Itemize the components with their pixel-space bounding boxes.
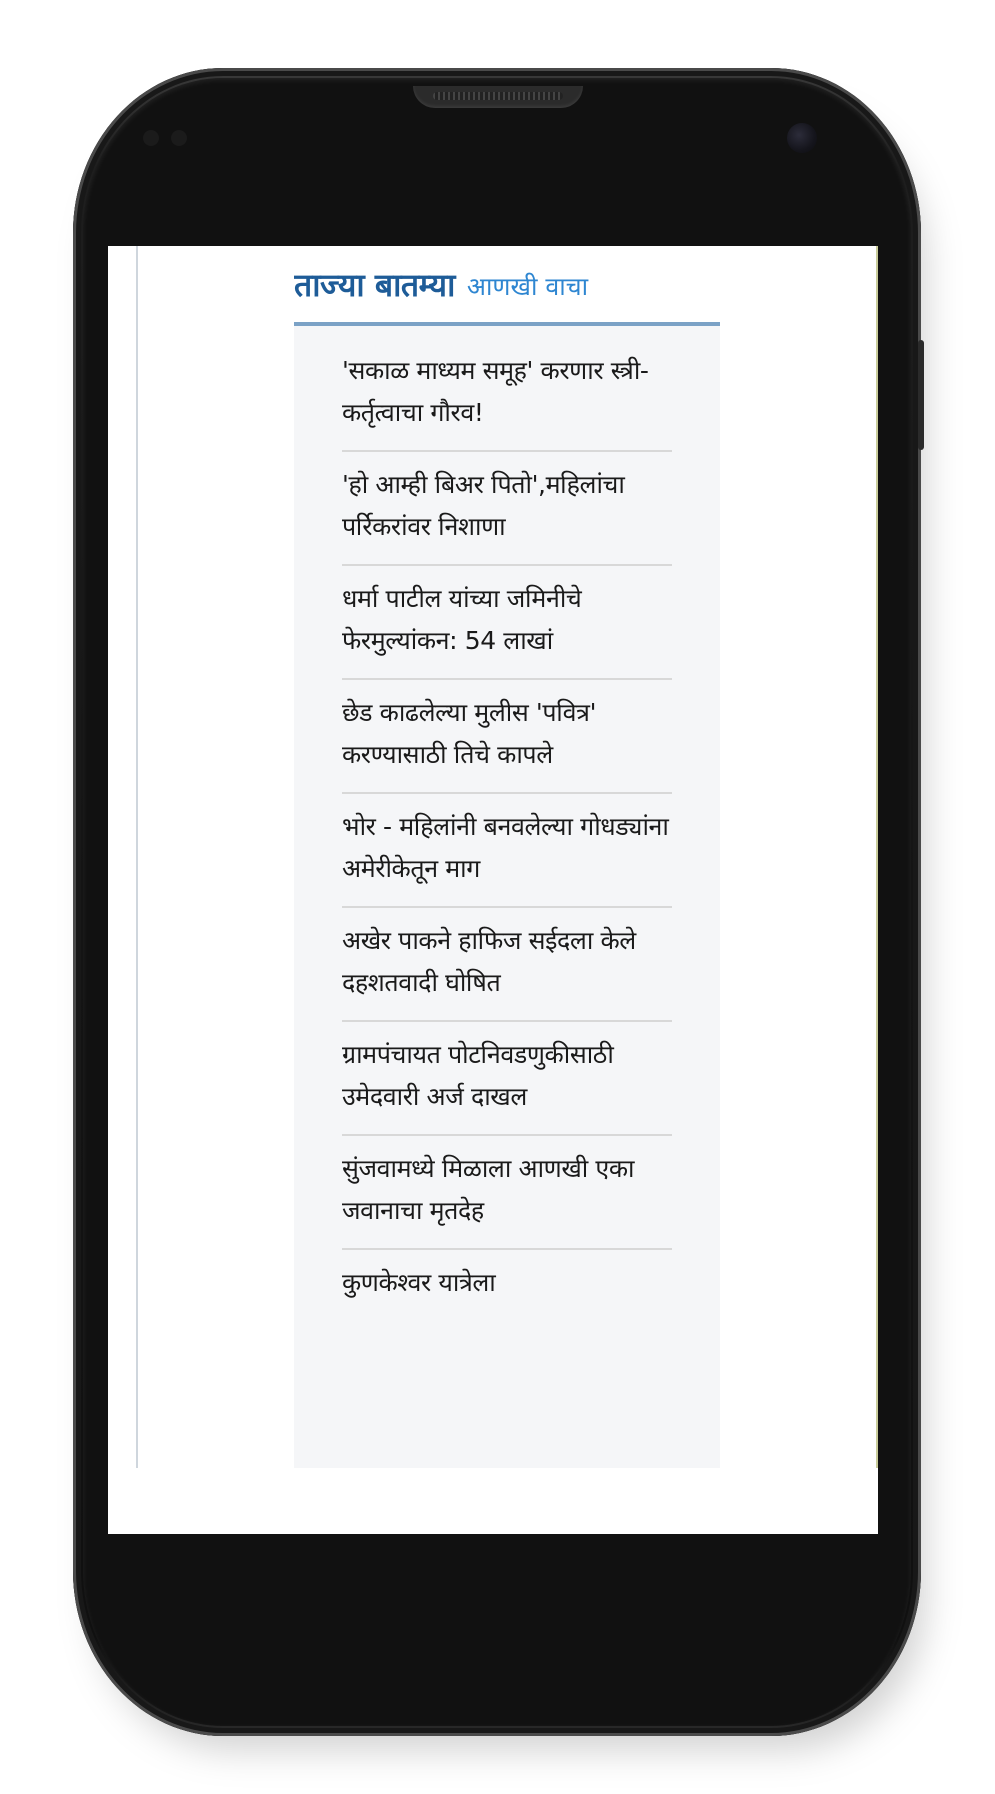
- news-headline[interactable]: सुंजवामध्ये मिळाला आणखी एका जवानाचा मृतदेह: [342, 1154, 635, 1225]
- news-header: [294, 246, 720, 326]
- news-headline[interactable]: भोर - महिलांनी बनवलेल्या गोधड्यांना अमेरीकेतून माग: [342, 812, 669, 883]
- news-headline[interactable]: ग्रामपंचायत पोटनिवडणुकीसाठी उमेदवारी अर्ज दाखल: [342, 1040, 614, 1111]
- news-item[interactable]: [342, 452, 672, 566]
- news-list: [294, 326, 720, 1468]
- page-right-border: [876, 246, 878, 1468]
- power-button[interactable]: [918, 340, 924, 450]
- news-item[interactable]: [342, 1250, 672, 1320]
- news-item[interactable]: [342, 338, 672, 452]
- sensor-icon: [171, 130, 187, 146]
- news-headline[interactable]: धर्मा पाटील यांच्या जमिनीचे फेरमुल्यांकन: 54 लाखां: [342, 584, 582, 655]
- screen: [108, 246, 878, 1534]
- news-item[interactable]: [342, 908, 672, 1022]
- news-title: ताज्या बातम्या: [294, 265, 455, 304]
- news-headline[interactable]: 'हो आम्ही बिअर पितो',महिलांचा पर्रिकरांवर निशाणा: [342, 470, 625, 541]
- news-headline[interactable]: छेड काढलेल्या मुलीस 'पवित्र' करण्यासाठी तिचे कापले: [342, 698, 597, 769]
- speaker-icon: [413, 86, 583, 108]
- speaker-grill: [433, 92, 563, 100]
- read-more-link[interactable]: आणखी वाचा: [466, 272, 589, 301]
- front-camera-icon: [787, 123, 817, 153]
- sensor-icon: [143, 130, 159, 146]
- news-item[interactable]: [342, 794, 672, 908]
- news-item[interactable]: [342, 680, 672, 794]
- news-headline[interactable]: 'सकाळ माध्यम समूह' करणार स्त्री-कर्तृत्वाचा गौरव!: [342, 356, 649, 427]
- page-left-border: [136, 246, 138, 1468]
- latest-news-widget: [294, 246, 720, 1468]
- news-item[interactable]: [342, 566, 672, 680]
- news-headline[interactable]: अखेर पाकने हाफिज सईदला केले दहशतवादी घोषित: [342, 926, 636, 997]
- news-headline[interactable]: कुणकेश्वर यात्रेला: [342, 1268, 496, 1297]
- news-item[interactable]: [342, 1136, 672, 1250]
- news-item[interactable]: [342, 1022, 672, 1136]
